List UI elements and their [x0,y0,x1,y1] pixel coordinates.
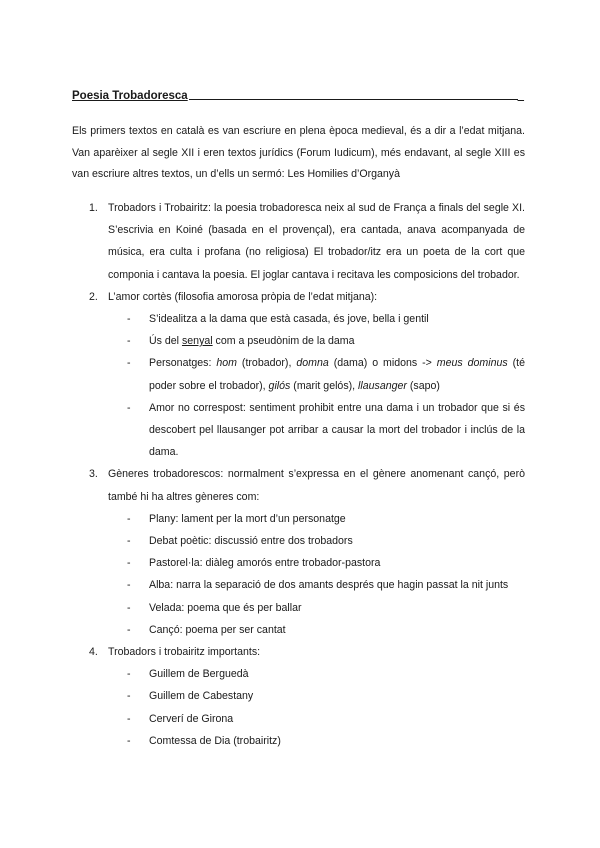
sub-list-item [72,597,525,619]
sub-list-item [72,685,525,707]
sub-item-text: S’idealitza a la dama que està casada, és jove, bella i gentil [149,313,429,326]
sub-list-item [72,530,525,552]
sub-item-text: Velada: poema que és per ballar [149,601,302,614]
sub-list-item [72,708,525,730]
sub-list-item [72,352,525,396]
sub-item-text: Alba: narra la separació de dos amants després que hagin passat la nit junts [149,579,509,592]
sub-list-item [72,508,525,530]
sub-list [108,308,525,463]
item-number: 4. [89,646,98,659]
numbered-list [72,197,525,752]
list-item [72,641,525,752]
sub-list-item [72,619,525,641]
item-text: L’amor cortès (filosofia amorosa pròpia de l’edat mitjana): [108,290,378,303]
dash-bullet: - [127,601,131,614]
sub-item-text: Amor no correspost: sentiment prohibit entre una dama i un trobador que si és descobert pel llausanger pot arribar a causar la mort del trobador i inclús de la dama. [149,401,525,459]
page-title: Poesia Trobadoresca [72,90,188,102]
dash-bullet: - [127,401,131,414]
item-text: Gèneres trobadorescos: normalment s’expressa en el gènere anomenant cançó, però també hi ha altres gèneres com: [108,468,525,503]
sub-item-text: Debat poètic: discussió entre dos trobadors [149,535,353,548]
sub-item-text: Pastorel·la: diàleg amorós entre trobador-pastora [149,557,381,570]
sub-list-item [72,397,525,464]
sub-list-item [72,663,525,685]
sub-list [108,663,525,752]
sub-list-item [72,730,525,752]
dash-bullet: - [127,335,131,348]
dash-bullet: - [127,579,131,592]
sub-list-item [72,574,525,596]
sub-item-text: Cerverí de Girona [149,712,234,725]
dash-bullet: - [127,535,131,548]
item-number: 1. [89,202,98,214]
title-row [72,86,524,102]
underlined-term: senyal [181,335,213,348]
dash-bullet: - [127,623,131,636]
list-item [72,286,525,464]
item-text: Trobadors i Trobairitz: la poesia trobadoresca neix al sud de França a finals del segle XI. S’escrivia en Koiné (basada en el provençal), era cantada, anava acompanyada de música, era culta i profana (no religiosa) El trobador/itz era un poeta de la cort que componia i cantava la poesia. El joglar cantava i recitava les composicions del trobador. [108,202,525,281]
sub-item-text: Guillem de Berguedà [149,668,249,681]
dash-bullet: - [127,357,131,370]
sub-list-item [72,330,525,352]
dash-bullet: - [127,734,131,747]
dash-bullet: - [127,712,131,725]
sub-item-text: Personatges: hom (trobador), domna (dama) o midons -> meus dominus (té poder sobre el trobador), gilós (marit gelós), llausanger (sapo) [149,357,526,392]
title-tail: _ [517,90,524,102]
dash-bullet: - [127,668,131,681]
dash-bullet: - [127,690,131,703]
intro-paragraph: Els primers textos en català es van escriure en plena època medieval, és a dir a l’edat mitjana. Van aparèixer al segle XII i eren textos jurídics (Forum Iudicum), més endavant, al segle XIII es van escriure altres textos, un d’ells un sermó: Les Homilies d’Organyà [72,125,525,181]
sub-item-text: Comtessa de Dia (trobairitz) [149,734,281,747]
sub-item-text: Plany: lament per la mort d’un personatge [149,512,346,525]
list-item [72,463,525,641]
dash-bullet: - [127,313,131,326]
sub-item-text: Guillem de Cabestany [149,690,254,703]
sub-item-text: Ús del senyal com a pseudònim de la dama [149,335,355,348]
dash-bullet: - [127,557,131,570]
item-number: 3. [89,468,98,481]
sub-list-item [72,308,525,330]
item-text: Trobadors i trobairitz importants: [108,646,261,659]
dash-bullet: - [127,512,131,525]
sub-list [108,508,525,641]
item-number: 2. [89,290,98,303]
sub-item-text: Cançó: poema per ser cantat [149,623,286,636]
title-underline [189,99,518,100]
list-item [72,197,525,286]
sub-list-item [72,552,525,574]
